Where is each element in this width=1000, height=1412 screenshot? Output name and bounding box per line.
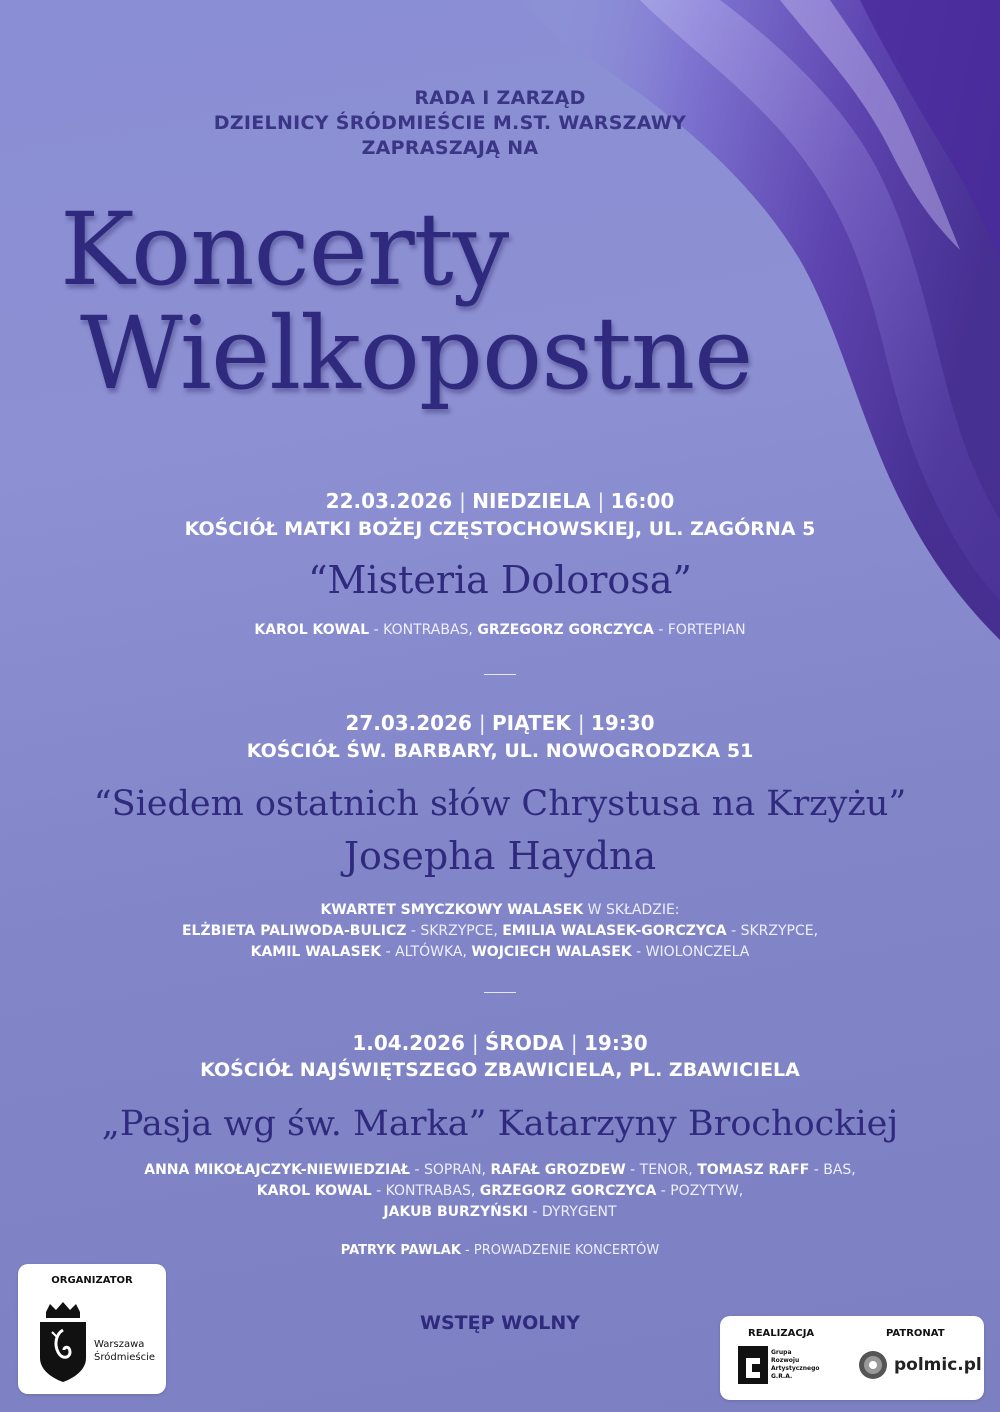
realization-label: REALIZACJA: [748, 1328, 815, 1339]
performer-role: - SOPRAN,: [410, 1162, 491, 1178]
concert-2-date: 27.03.2026: [345, 711, 472, 735]
performer-name: KAROL KOWAL: [256, 1183, 372, 1199]
concert-1-time: 16:00: [610, 489, 675, 513]
header-line-1: RADA I ZARZĄD: [414, 87, 586, 109]
performer-role: - KONTRABAS,: [371, 1183, 480, 1199]
polmic-logo-icon: [858, 1350, 888, 1380]
performer-name: EMILIA WALASEK-GORCZYCA: [502, 923, 727, 939]
organizer-label: ORGANIZATOR: [51, 1275, 133, 1286]
organizer-name: [94, 1338, 155, 1364]
concert-1-day: NIEDZIELA: [472, 489, 591, 513]
concert-1-date: 22.03.2026: [325, 489, 453, 513]
performer-role: - TENOR,: [625, 1162, 698, 1178]
performer-name: KWARTET SMYCZKOWY WALASEK: [320, 902, 584, 918]
patron-label: PATRONAT: [886, 1328, 945, 1339]
concert-3-work-title: „Pasja wg św. Marka” Katarzyny Brochockiej: [101, 1104, 899, 1144]
gra-logo-icon: [738, 1346, 768, 1384]
concert-3-venue: KOŚCIÓŁ NAJŚWIĘTSZEGO ZBAWICIELA, PL. ZBAWICIELA: [200, 1059, 800, 1081]
concert-2-venue: KOŚCIÓŁ ŚW. BARBARY, UL. NOWOGRODZKA 51: [246, 740, 754, 762]
performer-role: - DYRYGENT: [527, 1204, 617, 1220]
admission-free: WSTĘP WOLNY: [420, 1312, 580, 1334]
concert-2-work-title: “Siedem ostatnich słów Chrystusa na Krzyżu”: [93, 784, 907, 824]
performer-line: [0, 620, 1000, 641]
performer-role: - FORTEPIAN: [653, 622, 746, 638]
concert-3-date: 1.04.2026: [352, 1031, 465, 1055]
performer-role: - ALTÓWKA,: [381, 944, 472, 960]
concert-3-date-line: 1.04.2026 | ŚRODA | 19:30: [352, 1031, 648, 1055]
partners-card: [720, 1316, 984, 1400]
performer-name: TOMASZ RAFF: [697, 1162, 810, 1178]
performer-role: - WIOLONCZELA: [631, 944, 750, 960]
organizer-name-line-2: Śródmieście: [94, 1352, 156, 1363]
performer-line: [0, 921, 1000, 942]
performer-name: RAFAŁ GROZDEW: [490, 1162, 626, 1178]
gra-text-3: Artystycznego: [771, 1365, 820, 1372]
concert-1-performers: [0, 620, 1000, 641]
divider: [484, 992, 516, 993]
performer-line: [0, 900, 1000, 921]
performer-role: W SKŁADZIE:: [583, 902, 680, 918]
performer-role: - SKRZYPCE,: [406, 923, 503, 939]
host-line: [0, 1240, 1000, 1261]
performer-name: ANNA MIKOŁAJCZYK-NIEWIEDZIAŁ: [144, 1162, 411, 1178]
performer-role: - KONTRABAS,: [369, 622, 478, 638]
divider: [484, 674, 516, 675]
concert-2-time: 19:30: [590, 711, 655, 735]
warsaw-coat-of-arms-icon: [36, 1298, 90, 1382]
organizer-name-line-1: Warszawa: [94, 1339, 145, 1350]
concert-2-performers: [0, 900, 1000, 963]
performer-name: WOJCIECH WALASEK: [471, 944, 632, 960]
performer-name: KAMIL WALASEK: [250, 944, 382, 960]
performer-role: - POZYTYW,: [656, 1183, 744, 1199]
performer-role: - PROWADZENIE KONCERTÓW: [460, 1243, 660, 1258]
performer-role: - BAS,: [809, 1162, 856, 1178]
performer-name: JAKUB BURZYŃSKI: [383, 1204, 528, 1220]
concert-3-time: 19:30: [583, 1031, 648, 1055]
polmic-logo-text: polmic.pl: [894, 1355, 982, 1375]
concert-2-work-composer: Josepha Haydna: [343, 834, 657, 878]
concert-1-work-title: “Misteria Dolorosa”: [308, 558, 692, 602]
concert-2-date-line: 27.03.2026 | PIĄTEK | 19:30: [345, 711, 655, 735]
performer-line: [0, 1181, 1000, 1202]
concert-2-day: PIĄTEK: [492, 711, 571, 735]
title-line-2: Wielkopostne: [80, 295, 753, 412]
gra-logo-text: [771, 1349, 820, 1381]
performer-name: KAROL KOWAL: [254, 622, 370, 638]
performer-line: [0, 1160, 1000, 1181]
concert-3-performers: [0, 1160, 1000, 1223]
title-line-1: Koncerty: [60, 191, 509, 308]
gra-text-2: Rozwoju: [771, 1357, 800, 1364]
organizer-card: [18, 1264, 166, 1394]
performer-line: [0, 942, 1000, 963]
performer-line: [0, 1202, 1000, 1223]
gra-text-4: G.R.A.: [771, 1373, 793, 1380]
performer-name: PATRYK PAWLAK: [340, 1243, 461, 1258]
gra-text-1: Grupa: [771, 1349, 792, 1356]
performer-line: [0, 1240, 1000, 1261]
header-line-2: DZIELNICY ŚRÓDMIEŚCIE M.ST. WARSZAWY: [213, 112, 687, 134]
concert-1-venue: KOŚCIÓŁ MATKI BOŻEJ CZĘSTOCHOWSKIEJ, UL. ZAGÓRNA 5: [184, 518, 816, 540]
performer-role: - SKRZYPCE,: [726, 923, 819, 939]
performer-name: ELŻBIETA PALIWODA-BULICZ: [181, 923, 407, 939]
concert-1-date-line: 22.03.2026 | NIEDZIELA | 16:00: [325, 489, 675, 513]
concert-3-day: ŚRODA: [485, 1031, 564, 1055]
performer-name: GRZEGORZ GORCZYCA: [479, 1183, 657, 1199]
header-line-3: ZAPRASZAJĄ NA: [361, 137, 539, 159]
performer-name: GRZEGORZ GORCZYCA: [477, 622, 654, 638]
